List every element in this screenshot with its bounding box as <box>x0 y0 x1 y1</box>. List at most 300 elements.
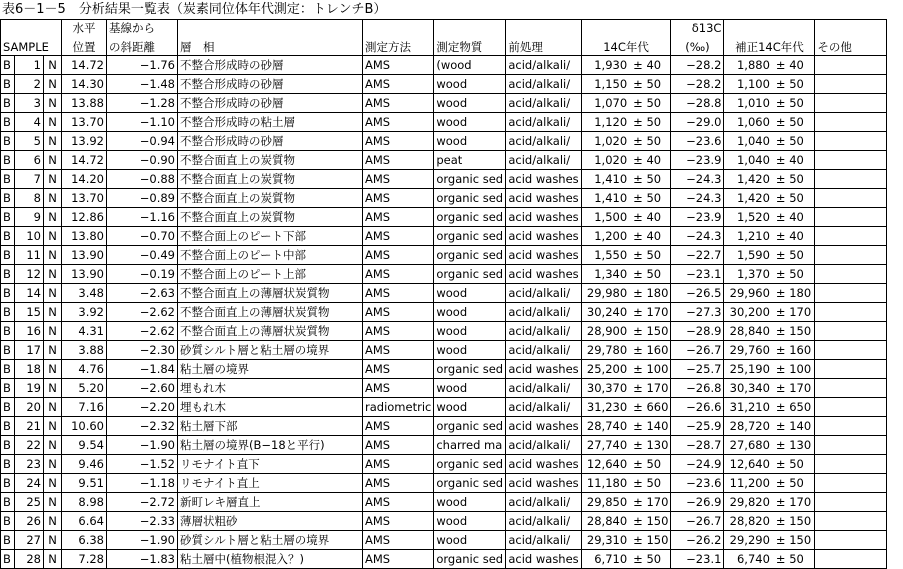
trench-cell: B <box>1 56 15 75</box>
header-sample: SAMPLE <box>1 36 62 56</box>
age-cell: 29,310 <box>581 531 629 550</box>
corrected-age-cell: 11,200 <box>724 474 772 493</box>
sample-number-cell: 28 <box>15 550 44 569</box>
trench-cell: B <box>1 512 15 531</box>
material-cell: wood <box>434 94 506 113</box>
delta13c-cell: −26.7 <box>671 341 724 360</box>
direction-cell: N <box>44 113 62 132</box>
table-row <box>1 246 887 265</box>
other-cell <box>815 56 887 75</box>
header-other: その他 <box>815 36 887 56</box>
corrected-error-cell: ± 50 <box>772 132 815 151</box>
age-cell: 1,410 <box>581 189 629 208</box>
corrected-age-cell: 1,010 <box>724 94 772 113</box>
direction-cell: N <box>44 531 62 550</box>
material-cell: wood <box>434 75 506 94</box>
pretreatment-cell: acid/alkali/ <box>506 94 581 113</box>
horizontal-position-cell: 9.54 <box>62 436 107 455</box>
age-cell: 28,900 <box>581 322 629 341</box>
other-cell <box>815 398 887 417</box>
trench-cell: B <box>1 94 15 113</box>
pretreatment-cell: acid/alkali/ <box>506 322 581 341</box>
trench-cell: B <box>1 208 15 227</box>
method-cell: AMS <box>363 474 434 493</box>
table-row <box>1 56 887 75</box>
pretreatment-cell: acid/alkali/ <box>506 531 581 550</box>
corrected-error-cell: ± 150 <box>772 512 815 531</box>
pretreatment-cell: acid washes <box>506 417 581 436</box>
age-cell: 28,840 <box>581 512 629 531</box>
age-cell: 27,740 <box>581 436 629 455</box>
slope-distance-cell: −1.18 <box>107 474 178 493</box>
pretreatment-cell: acid/alkali/ <box>506 436 581 455</box>
slope-distance-cell: −1.16 <box>107 208 178 227</box>
method-cell: AMS <box>363 379 434 398</box>
slope-distance-cell: −2.72 <box>107 493 178 512</box>
trench-cell: B <box>1 341 15 360</box>
trench-cell: B <box>1 398 15 417</box>
horizontal-position-cell: 13.70 <box>62 113 107 132</box>
trench-cell: B <box>1 284 15 303</box>
header-slope-top: 基線から <box>107 20 178 37</box>
other-cell <box>815 189 887 208</box>
sample-number-cell: 19 <box>15 379 44 398</box>
slope-distance-cell: −2.62 <box>107 303 178 322</box>
pretreatment-cell: acid washes <box>506 265 581 284</box>
other-cell <box>815 227 887 246</box>
sample-number-cell: 7 <box>15 170 44 189</box>
trench-cell: B <box>1 246 15 265</box>
horizontal-position-cell: 3.88 <box>62 341 107 360</box>
trench-cell: B <box>1 531 15 550</box>
table-row <box>1 303 887 322</box>
corrected-error-cell: ± 150 <box>772 322 815 341</box>
other-cell <box>815 474 887 493</box>
corrected-age-cell: 1,040 <box>724 132 772 151</box>
direction-cell: N <box>44 474 62 493</box>
table-row <box>1 341 887 360</box>
table-title: 表6－1－5 分析結果一覧表（炭素同位体年代測定：トレンチB） <box>2 2 387 17</box>
pretreatment-cell: acid washes <box>506 550 581 569</box>
other-cell <box>815 417 887 436</box>
horizontal-position-cell: 10.60 <box>62 417 107 436</box>
sample-number-cell: 21 <box>15 417 44 436</box>
header-pretreatment: 前処理 <box>506 36 581 56</box>
table-row <box>1 455 887 474</box>
table-row <box>1 360 887 379</box>
layer-cell: 粘土層下部 <box>178 417 363 436</box>
method-cell: AMS <box>363 550 434 569</box>
table-row <box>1 512 887 531</box>
horizontal-position-cell: 6.38 <box>62 531 107 550</box>
trench-cell: B <box>1 493 15 512</box>
sample-number-cell: 17 <box>15 341 44 360</box>
age-cell: 25,200 <box>581 360 629 379</box>
corrected-error-cell: ± 130 <box>772 436 815 455</box>
age-error-cell: ± 50 <box>629 170 671 189</box>
corrected-age-cell: 1,590 <box>724 246 772 265</box>
slope-distance-cell: −1.90 <box>107 436 178 455</box>
table-row <box>1 227 887 246</box>
method-cell: AMS <box>363 246 434 265</box>
material-cell: wood <box>434 512 506 531</box>
direction-cell: N <box>44 493 62 512</box>
corrected-error-cell: ± 140 <box>772 417 815 436</box>
age-error-cell: ± 50 <box>629 246 671 265</box>
delta13c-cell: −26.9 <box>671 493 724 512</box>
slope-distance-cell: −0.88 <box>107 170 178 189</box>
horizontal-position-cell: 13.88 <box>62 94 107 113</box>
corrected-error-cell: ± 40 <box>772 208 815 227</box>
material-cell: wood <box>434 398 506 417</box>
delta13c-cell: −24.3 <box>671 170 724 189</box>
pretreatment-cell: acid washes <box>506 227 581 246</box>
corrected-age-cell: 6,740 <box>724 550 772 569</box>
other-cell <box>815 170 887 189</box>
sample-number-cell: 6 <box>15 151 44 170</box>
other-cell <box>815 94 887 113</box>
trench-cell: B <box>1 113 15 132</box>
direction-cell: N <box>44 455 62 474</box>
other-cell <box>815 75 887 94</box>
material-cell: organic sed <box>434 360 506 379</box>
age-cell: 31,230 <box>581 398 629 417</box>
sample-number-cell: 8 <box>15 189 44 208</box>
corrected-age-cell: 29,760 <box>724 341 772 360</box>
header-layer: 層 相 <box>178 36 363 56</box>
age-cell: 6,710 <box>581 550 629 569</box>
pretreatment-cell: acid/alkali/ <box>506 284 581 303</box>
pretreatment-cell: acid/alkali/ <box>506 493 581 512</box>
delta13c-cell: −28.9 <box>671 322 724 341</box>
corrected-age-cell: 30,200 <box>724 303 772 322</box>
corrected-error-cell: ± 50 <box>772 550 815 569</box>
age-cell: 1,550 <box>581 246 629 265</box>
results-table <box>0 19 887 569</box>
other-cell <box>815 265 887 284</box>
header-material: 測定物質 <box>434 36 506 56</box>
other-cell <box>815 132 887 151</box>
method-cell: AMS <box>363 265 434 284</box>
table-row <box>1 417 887 436</box>
layer-cell: 砂質シルト層と粘土層の境界 <box>178 341 363 360</box>
horizontal-position-cell: 6.64 <box>62 512 107 531</box>
method-cell: AMS <box>363 227 434 246</box>
horizontal-position-cell: 13.92 <box>62 132 107 151</box>
layer-cell: 新町レキ層直上 <box>178 493 363 512</box>
material-cell: charred ma <box>434 436 506 455</box>
slope-distance-cell: −2.30 <box>107 341 178 360</box>
corrected-error-cell: ± 50 <box>772 474 815 493</box>
layer-cell: 粘土層中(植物根混入？) <box>178 550 363 569</box>
age-cell: 1,020 <box>581 151 629 170</box>
horizontal-position-cell: 12.86 <box>62 208 107 227</box>
material-cell: (wood <box>434 56 506 75</box>
pretreatment-cell: acid washes <box>506 246 581 265</box>
other-cell <box>815 379 887 398</box>
other-cell <box>815 550 887 569</box>
corrected-error-cell: ± 50 <box>772 189 815 208</box>
age-error-cell: ± 50 <box>629 455 671 474</box>
layer-cell: 不整合形成時の砂層 <box>178 56 363 75</box>
pretreatment-cell: acid washes <box>506 208 581 227</box>
age-error-cell: ± 140 <box>629 417 671 436</box>
corrected-age-cell: 31,210 <box>724 398 772 417</box>
direction-cell: N <box>44 246 62 265</box>
table-row <box>1 493 887 512</box>
header-delta-top: δ13C <box>671 20 724 37</box>
method-cell: AMS <box>363 132 434 151</box>
delta13c-cell: −26.2 <box>671 531 724 550</box>
layer-cell: 不整合面直上の炭質物 <box>178 151 363 170</box>
table-row <box>1 284 887 303</box>
age-error-cell: ± 40 <box>629 56 671 75</box>
layer-cell: リモナイト直下 <box>178 455 363 474</box>
slope-distance-cell: −1.28 <box>107 94 178 113</box>
age-error-cell: ± 180 <box>629 284 671 303</box>
header-delta-bottom: (‰) <box>671 36 724 56</box>
trench-cell: B <box>1 189 15 208</box>
method-cell: radiometric <box>363 398 434 417</box>
table-row <box>1 75 887 94</box>
direction-cell: N <box>44 322 62 341</box>
corrected-age-cell: 1,100 <box>724 75 772 94</box>
material-cell: organic sed <box>434 474 506 493</box>
delta13c-cell: −24.3 <box>671 227 724 246</box>
pretreatment-cell: acid/alkali/ <box>506 512 581 531</box>
age-error-cell: ± 50 <box>629 189 671 208</box>
other-cell <box>815 208 887 227</box>
slope-distance-cell: −1.83 <box>107 550 178 569</box>
corrected-error-cell: ± 150 <box>772 531 815 550</box>
material-cell: organic sed <box>434 417 506 436</box>
age-cell: 1,930 <box>581 56 629 75</box>
sample-number-cell: 12 <box>15 265 44 284</box>
age-cell: 29,850 <box>581 493 629 512</box>
material-cell: organic sed <box>434 189 506 208</box>
method-cell: AMS <box>363 75 434 94</box>
corrected-age-cell: 29,290 <box>724 531 772 550</box>
age-error-cell: ± 50 <box>629 132 671 151</box>
horizontal-position-cell: 14.72 <box>62 151 107 170</box>
delta13c-cell: −28.2 <box>671 75 724 94</box>
method-cell: AMS <box>363 512 434 531</box>
age-cell: 11,180 <box>581 474 629 493</box>
header-slope-bottom: の斜距離 <box>107 36 178 56</box>
material-cell: wood <box>434 493 506 512</box>
age-cell: 1,020 <box>581 132 629 151</box>
sample-number-cell: 9 <box>15 208 44 227</box>
trench-cell: B <box>1 455 15 474</box>
delta13c-cell: −25.9 <box>671 417 724 436</box>
sample-number-cell: 23 <box>15 455 44 474</box>
material-cell: peat <box>434 151 506 170</box>
horizontal-position-cell: 4.76 <box>62 360 107 379</box>
horizontal-position-cell: 7.16 <box>62 398 107 417</box>
table-row <box>1 132 887 151</box>
layer-cell: 不整合形成時の粘土層 <box>178 113 363 132</box>
pretreatment-cell: acid/alkali/ <box>506 75 581 94</box>
delta13c-cell: −29.0 <box>671 113 724 132</box>
material-cell: wood <box>434 379 506 398</box>
slope-distance-cell: −0.49 <box>107 246 178 265</box>
header-method: 測定方法 <box>363 36 434 56</box>
material-cell: wood <box>434 341 506 360</box>
corrected-error-cell: ± 170 <box>772 379 815 398</box>
slope-distance-cell: −0.19 <box>107 265 178 284</box>
pretreatment-cell: acid washes <box>506 474 581 493</box>
pretreatment-cell: acid/alkali/ <box>506 341 581 360</box>
table-row <box>1 474 887 493</box>
corrected-error-cell: ± 50 <box>772 75 815 94</box>
method-cell: AMS <box>363 493 434 512</box>
direction-cell: N <box>44 417 62 436</box>
corrected-error-cell: ± 170 <box>772 493 815 512</box>
method-cell: AMS <box>363 94 434 113</box>
corrected-age-cell: 29,960 <box>724 284 772 303</box>
method-cell: AMS <box>363 360 434 379</box>
header-corrected-age: 補正14C年代 <box>724 36 815 56</box>
layer-cell: 粘土層の境界 <box>178 360 363 379</box>
table-row <box>1 265 887 284</box>
age-cell: 1,410 <box>581 170 629 189</box>
delta13c-cell: −26.5 <box>671 284 724 303</box>
trench-cell: B <box>1 303 15 322</box>
method-cell: AMS <box>363 151 434 170</box>
other-cell <box>815 436 887 455</box>
other-cell <box>815 246 887 265</box>
age-error-cell: ± 50 <box>629 550 671 569</box>
horizontal-position-cell: 8.98 <box>62 493 107 512</box>
direction-cell: N <box>44 227 62 246</box>
slope-distance-cell: −0.90 <box>107 151 178 170</box>
sample-number-cell: 22 <box>15 436 44 455</box>
other-cell <box>815 360 887 379</box>
horizontal-position-cell: 9.46 <box>62 455 107 474</box>
corrected-age-cell: 1,210 <box>724 227 772 246</box>
age-cell: 1,500 <box>581 208 629 227</box>
material-cell: organic sed <box>434 455 506 474</box>
direction-cell: N <box>44 303 62 322</box>
corrected-error-cell: ± 50 <box>772 113 815 132</box>
sample-number-cell: 1 <box>15 56 44 75</box>
slope-distance-cell: −2.60 <box>107 379 178 398</box>
layer-cell: 不整合面直上の炭質物 <box>178 170 363 189</box>
slope-distance-cell: −0.94 <box>107 132 178 151</box>
slope-distance-cell: −1.76 <box>107 56 178 75</box>
trench-cell: B <box>1 265 15 284</box>
sample-number-cell: 26 <box>15 512 44 531</box>
direction-cell: N <box>44 170 62 189</box>
other-cell <box>815 493 887 512</box>
table-row <box>1 398 887 417</box>
age-cell: 1,340 <box>581 265 629 284</box>
method-cell: AMS <box>363 170 434 189</box>
age-error-cell: ± 40 <box>629 208 671 227</box>
method-cell: AMS <box>363 531 434 550</box>
pretreatment-cell: acid/alkali/ <box>506 113 581 132</box>
age-error-cell: ± 40 <box>629 151 671 170</box>
delta13c-cell: −22.7 <box>671 246 724 265</box>
age-error-cell: ± 660 <box>629 398 671 417</box>
trench-cell: B <box>1 75 15 94</box>
age-error-cell: ± 50 <box>629 265 671 284</box>
trench-cell: B <box>1 474 15 493</box>
layer-cell: リモナイト直上 <box>178 474 363 493</box>
corrected-age-cell: 12,640 <box>724 455 772 474</box>
horizontal-position-cell: 7.28 <box>62 550 107 569</box>
sample-number-cell: 27 <box>15 531 44 550</box>
layer-cell: 不整合面上のピート下部 <box>178 227 363 246</box>
delta13c-cell: −26.8 <box>671 379 724 398</box>
pretreatment-cell: acid/alkali/ <box>506 379 581 398</box>
corrected-age-cell: 1,370 <box>724 265 772 284</box>
table-row <box>1 170 887 189</box>
age-cell: 29,780 <box>581 341 629 360</box>
slope-distance-cell: −2.32 <box>107 417 178 436</box>
layer-cell: 埋もれ木 <box>178 398 363 417</box>
delta13c-cell: −26.7 <box>671 512 724 531</box>
pretreatment-cell: acid/alkali/ <box>506 56 581 75</box>
trench-cell: B <box>1 227 15 246</box>
delta13c-cell: −28.8 <box>671 94 724 113</box>
corrected-error-cell: ± 40 <box>772 151 815 170</box>
age-error-cell: ± 100 <box>629 360 671 379</box>
table-row <box>1 94 887 113</box>
other-cell <box>815 322 887 341</box>
direction-cell: N <box>44 94 62 113</box>
corrected-error-cell: ± 50 <box>772 265 815 284</box>
corrected-error-cell: ± 50 <box>772 94 815 113</box>
trench-cell: B <box>1 436 15 455</box>
sample-number-cell: 14 <box>15 284 44 303</box>
corrected-error-cell: ± 170 <box>772 303 815 322</box>
corrected-age-cell: 27,680 <box>724 436 772 455</box>
table-row <box>1 531 887 550</box>
direction-cell: N <box>44 189 62 208</box>
age-error-cell: ± 50 <box>629 94 671 113</box>
corrected-age-cell: 28,840 <box>724 322 772 341</box>
layer-cell: 不整合形成時の砂層 <box>178 94 363 113</box>
corrected-error-cell: ± 160 <box>772 341 815 360</box>
delta13c-cell: −24.3 <box>671 189 724 208</box>
other-cell <box>815 284 887 303</box>
header-horizontal-top: 水平 <box>62 20 107 37</box>
slope-distance-cell: −2.63 <box>107 284 178 303</box>
trench-cell: B <box>1 550 15 569</box>
trench-cell: B <box>1 132 15 151</box>
slope-distance-cell: −0.70 <box>107 227 178 246</box>
material-cell: organic sed <box>434 550 506 569</box>
direction-cell: N <box>44 379 62 398</box>
sample-number-cell: 5 <box>15 132 44 151</box>
age-error-cell: ± 50 <box>629 474 671 493</box>
delta13c-cell: −24.9 <box>671 455 724 474</box>
sample-number-cell: 4 <box>15 113 44 132</box>
sample-number-cell: 15 <box>15 303 44 322</box>
delta13c-cell: −23.1 <box>671 550 724 569</box>
corrected-error-cell: ± 50 <box>772 170 815 189</box>
material-cell: organic sed <box>434 227 506 246</box>
sample-number-cell: 16 <box>15 322 44 341</box>
slope-distance-cell: −2.20 <box>107 398 178 417</box>
sample-number-cell: 10 <box>15 227 44 246</box>
table-row <box>1 113 887 132</box>
table-row <box>1 379 887 398</box>
horizontal-position-cell: 5.20 <box>62 379 107 398</box>
method-cell: AMS <box>363 322 434 341</box>
corrected-age-cell: 25,190 <box>724 360 772 379</box>
